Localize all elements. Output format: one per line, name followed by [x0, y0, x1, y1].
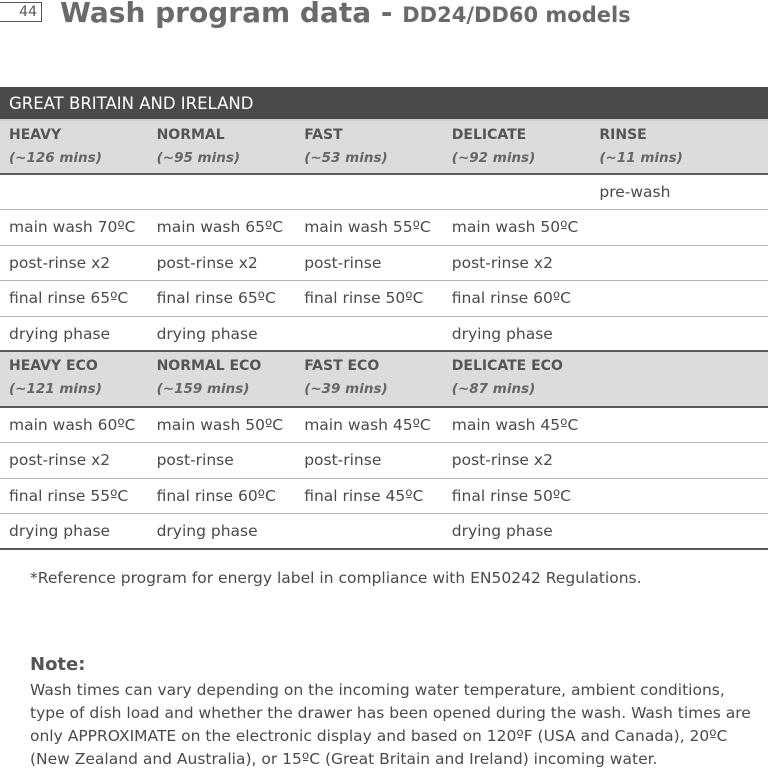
program-name: DELICATE	[451, 127, 527, 143]
section2-header-row	[0, 352, 768, 408]
table-row	[0, 175, 768, 210]
table-cell	[590, 246, 738, 280]
table-row	[0, 443, 768, 478]
table-cell	[295, 175, 443, 209]
table-cell	[295, 317, 443, 350]
program-duration: (~159 mins)	[156, 380, 250, 397]
column-header	[295, 121, 443, 173]
program-duration: (~121 mins)	[9, 380, 102, 397]
section1-header-row	[0, 119, 768, 175]
program-name: NORMAL ECO	[156, 357, 262, 374]
table-cell	[590, 317, 738, 350]
table-cell: drying phase	[156, 324, 258, 343]
wash-program-table	[0, 87, 768, 550]
table-cell: main wash 45ºC	[304, 415, 431, 434]
table-cell: main wash 60ºC	[9, 415, 136, 434]
table-cell: final rinse 50ºC	[304, 289, 424, 308]
program-name: FAST	[304, 127, 343, 143]
table-cell: drying phase	[156, 522, 258, 541]
table-cell: final rinse 65ºC	[156, 289, 276, 308]
program-name: HEAVY ECO	[9, 357, 98, 374]
program-duration: (~126 mins)	[9, 150, 102, 166]
table-cell	[148, 175, 296, 209]
table-row	[0, 246, 768, 281]
table-cell	[590, 210, 738, 244]
program-duration: (~92 mins)	[451, 150, 536, 166]
table-cell	[590, 479, 738, 513]
table-cell	[443, 175, 591, 209]
table-cell: post-rinse x2	[9, 253, 111, 272]
table-row	[0, 408, 768, 443]
program-name: DELICATE ECO	[451, 357, 563, 374]
table-row	[0, 514, 768, 549]
column-header	[443, 352, 591, 406]
table-cell: drying phase	[9, 324, 111, 343]
program-duration: (~95 mins)	[156, 150, 241, 166]
table-cell: final rinse 65ºC	[9, 289, 129, 308]
column-header	[0, 352, 148, 406]
table-row	[0, 317, 768, 352]
table-cell	[590, 408, 738, 442]
table-cell: post-rinse x2	[9, 451, 111, 470]
table-cell: final rinse 60ºC	[451, 289, 571, 308]
table-cell: final rinse 55ºC	[9, 486, 129, 505]
table-cell: pre-wash	[599, 183, 671, 201]
table-cell	[590, 281, 738, 315]
table-cell: final rinse 45ºC	[304, 486, 424, 505]
column-header	[590, 121, 738, 173]
program-duration: (~87 mins)	[451, 380, 536, 397]
table-row	[0, 479, 768, 514]
table-cell: post-rinse	[304, 253, 382, 272]
page-title	[60, 0, 631, 29]
column-header	[295, 352, 443, 406]
table-cell: main wash 70ºC	[9, 218, 136, 237]
table-cell	[590, 443, 738, 477]
table-cell: drying phase	[9, 522, 111, 541]
table-row	[0, 210, 768, 245]
table-cell: post-rinse	[156, 451, 234, 470]
note-text: Wash times can vary depending on the incoming water temperature, ambient conditions, type of dish load and whether the drawer has been opened during the wash. Wash times are only APPROXIMATE on the electronic display and based on 120ºF (USA and Canada), 20ºC (New Zealand and Australia), or 15ºC (Great Britain and Ireland) incoming water.	[30, 681, 751, 768]
table-cell: main wash 50ºC	[156, 415, 284, 434]
table-cell	[0, 175, 148, 209]
program-name: HEAVY	[9, 127, 62, 143]
table-cell: drying phase	[451, 324, 553, 343]
program-duration: (~53 mins)	[304, 150, 388, 166]
title-main: Wash program data -	[60, 0, 403, 29]
note-heading: Note:	[30, 654, 86, 675]
page-number: 44	[0, 2, 42, 22]
table-cell: main wash 55ºC	[304, 218, 431, 237]
program-name: NORMAL	[156, 127, 225, 143]
program-duration: (~11 mins)	[599, 150, 683, 166]
column-header	[148, 121, 296, 173]
table-cell: main wash 45ºC	[451, 415, 579, 434]
table-cell: post-rinse	[304, 451, 382, 470]
table-cell: main wash 65ºC	[156, 218, 284, 237]
column-header	[443, 121, 591, 173]
table-cell: main wash 50ºC	[451, 218, 579, 237]
title-models: DD24/DD60 models	[402, 3, 631, 27]
table-cell: final rinse 50ºC	[451, 486, 571, 505]
program-name: FAST ECO	[304, 357, 380, 374]
region-heading: GREAT BRITAIN AND IRELAND	[0, 87, 768, 119]
footnote: *Reference program for energy label in compliance with EN50242 Regulations.	[30, 569, 642, 587]
column-header	[0, 121, 148, 173]
program-duration: (~39 mins)	[304, 380, 388, 397]
column-header	[590, 352, 738, 406]
table-cell: final rinse 60ºC	[156, 486, 276, 505]
table-cell: post-rinse x2	[451, 451, 553, 470]
table-cell: drying phase	[451, 522, 553, 541]
table-cell: post-rinse x2	[156, 253, 258, 272]
table-cell	[590, 514, 738, 547]
table-row	[0, 281, 768, 316]
table-cell	[295, 514, 443, 547]
column-header	[148, 352, 296, 406]
table-cell: post-rinse x2	[451, 253, 553, 272]
program-name: RINSE	[599, 127, 647, 143]
